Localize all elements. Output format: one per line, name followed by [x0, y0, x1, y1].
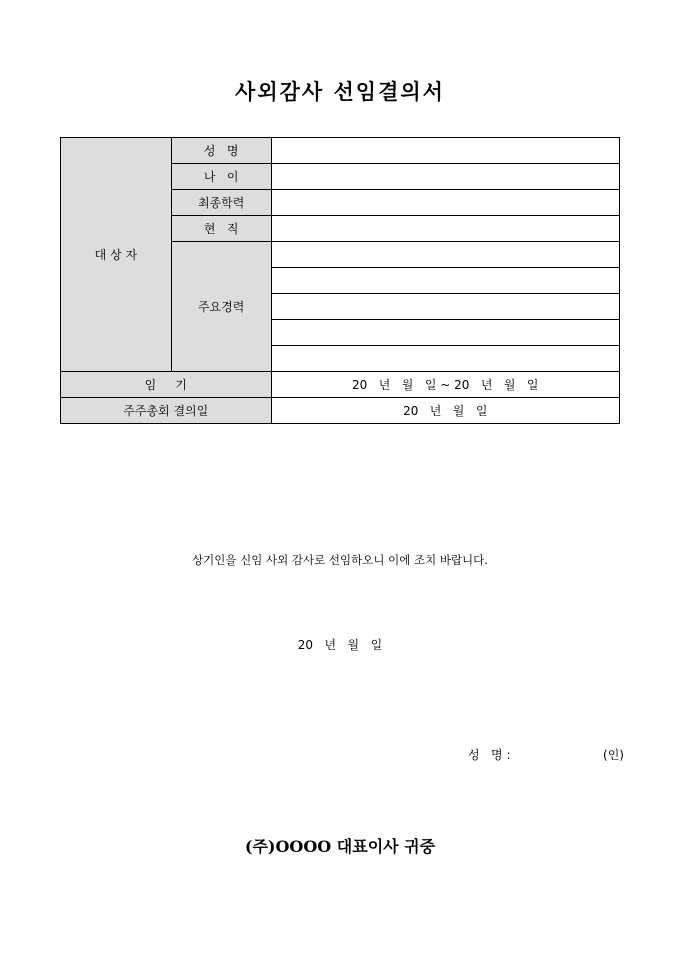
- signature-name-label: 성 명 :: [468, 748, 511, 762]
- signature-line: [468, 746, 624, 763]
- age-label: 나 이: [171, 164, 271, 190]
- document-title: 사외감사 선임결의서: [235, 79, 445, 104]
- current-position-field[interactable]: [271, 216, 619, 242]
- seal-mark: (인): [603, 748, 624, 762]
- subject-label: 대 상 자: [61, 138, 172, 372]
- term-value[interactable]: 20 년 월 일 ~ 20 년 월 일: [271, 372, 619, 398]
- resolution-date-value[interactable]: 20 년 월 일: [271, 398, 619, 424]
- candidate-info-table: [60, 137, 620, 424]
- career-field-4[interactable]: [271, 320, 619, 346]
- education-field[interactable]: [271, 190, 619, 216]
- education-label: 최종학력: [171, 190, 271, 216]
- career-field-2[interactable]: [271, 268, 619, 294]
- current-position-label: 현 직: [171, 216, 271, 242]
- age-field[interactable]: [271, 164, 619, 190]
- addressee: (주)OOOO 대표이사 귀중: [244, 837, 436, 856]
- statement-text: 상기인을 신임 사외 감사로 선임하오니 이에 조치 바랍니다.: [192, 553, 488, 567]
- career-field-5[interactable]: [271, 346, 619, 372]
- resolution-date-label: 주주총회 결의일: [61, 398, 272, 424]
- career-field-3[interactable]: [271, 294, 619, 320]
- name-label: 성 명: [171, 138, 271, 164]
- name-field[interactable]: [271, 138, 619, 164]
- career-field-1[interactable]: [271, 242, 619, 268]
- date-line: 20 년 월 일: [297, 638, 383, 652]
- career-label: 주요경력: [171, 242, 271, 372]
- term-label: 임 기: [61, 372, 272, 398]
